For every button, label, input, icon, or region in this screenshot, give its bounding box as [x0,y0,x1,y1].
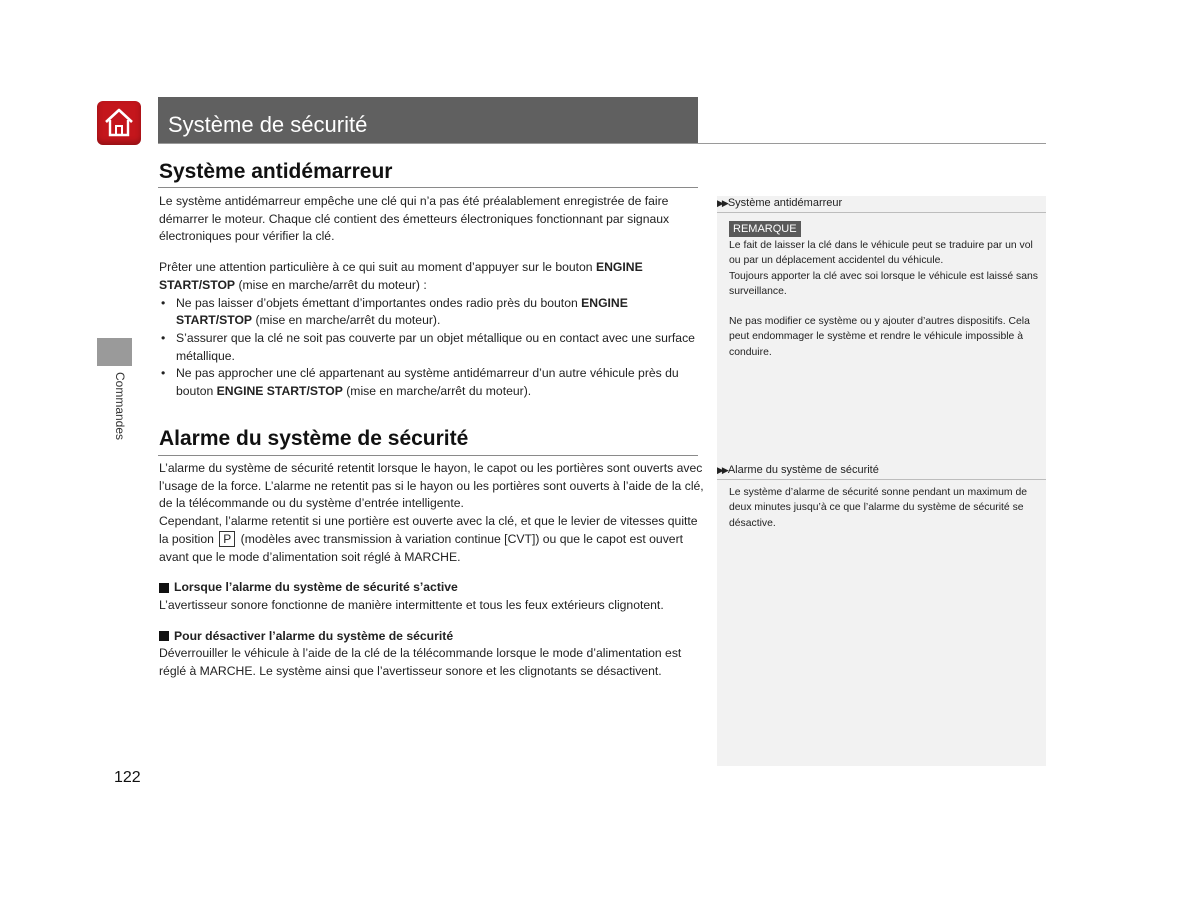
page-number: 122 [114,769,141,786]
sidebar-note-title: Système antidémarreur [727,197,843,209]
home-button[interactable] [97,101,141,145]
button-name: ENGINE START/STOP [216,384,343,399]
sidebar-note-alarm [729,485,1039,531]
chapter-tab[interactable] [97,338,132,366]
subheading-alarm-deactivate [159,628,704,646]
text-run: Ne pas laisser d’objets émettant d’importantes ondes radio près du bouton [176,295,582,310]
list-item: • S’assurer que la clé ne soit pas couverte par un objet métallique ou en contact avec une surface métallique. [159,330,704,365]
alarm-active-text: L’avertisseur sonore fonctionne de manière intermittente et tous les feux extérieurs clignotent. [159,597,664,612]
subheading-alarm-active [159,579,704,597]
section-heading-immobilizer: Système antidémarreur [159,160,393,183]
note-paragraph: Le système d’alarme de sécurité sonne pendant un maximum de deux minutes jusqu’à ce que l’alarme du système de sécurité se désactive. [729,487,1028,529]
text-run: Cependant, l’alarme retentit si une portière est ouverte avec la clé, et que le levier de vitesses quitte la position [159,514,698,546]
note-paragraph: Le fait de laisser la clé dans le véhicule peut se traduire par un vol ou par un déplacement accidentel du véhicule. [729,240,1033,267]
text-run: Ne pas approcher une clé appartenant au système antidémarreur d’un autre véhicule près du bouton [176,366,679,399]
text-run: (mise en marche/arrêt du moteur) : [235,277,427,292]
double-arrow-icon: ▶▶ [717,197,727,208]
chapter-tab-label: Commandes [113,372,127,441]
immobilizer-bullets [159,295,704,401]
subheading-text: Lorsque l’alarme du système de sécurité s’active [174,580,458,595]
sidebar-note-link-immobilizer[interactable] [717,197,1046,213]
sidebar-note-link-alarm[interactable] [717,464,1046,480]
subheading-text: Pour désactiver l’alarme du système de sécurité [174,628,454,643]
page-title: Système de sécurité [168,112,368,137]
square-bullet-icon [159,583,169,593]
immobilizer-body [159,193,704,401]
square-bullet-icon [159,631,169,641]
notice-badge: REMARQUE [729,221,801,237]
list-item [159,295,704,330]
text-run: (mise en marche/arrêt du moteur). [342,384,532,399]
park-position-key: P [219,531,235,547]
list-item [159,365,704,400]
alarm-body [159,460,704,681]
text-run: (mise en marche/arrêt du moteur). [252,313,441,328]
double-arrow-icon: ▶▶ [717,464,727,475]
alarm-deactivate-text: Déverrouiller le véhicule à l’aide de la clé de la télécommande lorsque le mode d’alimentation est réglé à MARCHE. Le système ainsi que l’avertisseur sonore et les clignotants se désactivent. [159,646,682,679]
section-heading-security-alarm: Alarme du système de sécurité [159,427,469,450]
home-icon [102,107,136,139]
note-paragraph: Ne pas modifier ce système ou y ajouter d’autres dispositifs. Cela peut endommager le système et rendre le véhicule impossible à conduire. [729,316,1030,358]
note-paragraph: Toujours apporter la clé avec soi lorsque le véhicule est laissé sans surveillance. [729,270,1038,297]
sidebar-note-immobilizer [729,238,1039,360]
immobilizer-warning-intro [159,259,704,294]
immobilizer-intro: Le système antidémarreur empêche une clé qui n’a pas été préalablement enregistrée de faire démarrer le moteur. Chaque clé contient des émetteurs électroniques fonctionnant par signaux électroniques pour vérifier la clé. [159,194,670,244]
alarm-exception [159,513,704,566]
title-divider [158,143,1046,144]
sidebar-note-title: Alarme du système de sécurité [727,464,879,476]
button-name: ENGINE START/STOP [176,295,628,328]
section-divider [158,187,698,188]
text-run: Prêter une attention particulière à ce qui suit au moment d’appuyer sur le bouton [159,260,596,275]
text-run: (modèles avec transmission à variation continue [CVT]) ou que le capot est ouvert avant que le mode d’alimentation soit réglé à MARCHE. [159,531,684,564]
button-name: ENGINE START/STOP [159,260,643,292]
alarm-intro: L’alarme du système de sécurité retentit lorsque le hayon, le capot ou les portières sont ouverts avec l’usage de la force. L’alarme ne retentit pas si le hayon ou les portières sont ouverts à l’aide de la clé, de la télécommande ou du système d’entrée intelligente. [159,461,704,511]
section-divider [158,455,698,456]
